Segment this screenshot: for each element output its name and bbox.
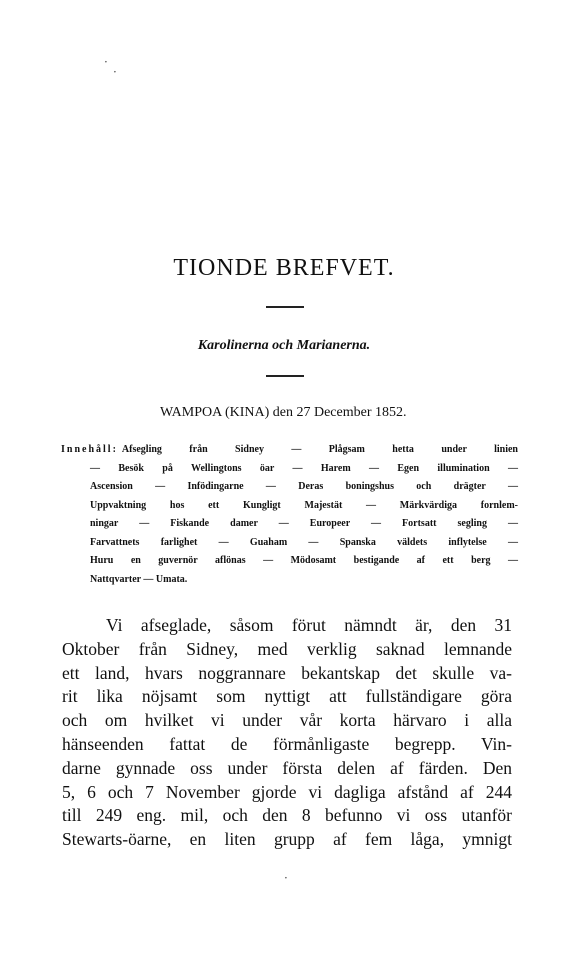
print-speck: · xyxy=(113,65,117,79)
summary-line: Huru en guvernör aflönas — Mödosamt bestigande af ett berg — xyxy=(90,555,518,566)
print-speck: · xyxy=(104,55,108,69)
summary-line: Ascension — Infödingarne — Deras boningshus och drägter — xyxy=(90,481,518,492)
chapter-title: TIONDE BREFVET. xyxy=(173,255,395,281)
title-rule xyxy=(266,306,304,308)
chapter-subtitle: Karolinerna och Marianerna. xyxy=(197,338,371,353)
body-line: och om hvilket vi under vår korta härvaro i alla xyxy=(62,710,512,731)
print-speck: · xyxy=(284,871,288,885)
body-line: Vi afseglade, såsom förut nämndt är, den 31 xyxy=(106,615,512,635)
summary-line: Farvattnets farlighet — Guaham — Spanska väldets inflytelse — xyxy=(90,536,518,548)
body-line: darne gynnade oss under första delen af färden. Den xyxy=(62,757,512,778)
body-line: Stewarts-öarne, en liten grupp af fem låga, ymnigt xyxy=(62,829,512,850)
summary-label: Innehåll: xyxy=(61,444,118,455)
subtitle-rule xyxy=(266,375,304,377)
body-line: Oktober från Sidney, med verklig saknad lemnande xyxy=(62,638,512,659)
body-line: rit lika nöjsamt som nyttigt att fullständigare göra xyxy=(62,686,512,707)
body-paragraph xyxy=(62,614,512,852)
dateline: WAMPOA (KINA) den 27 December 1852. xyxy=(160,405,407,420)
summary-line: ningar — Fiskande damer — Europeer — Fortsatt segling — xyxy=(90,518,518,529)
summary-text: Afsegling från Sidney — Plågsam hetta under linien xyxy=(121,444,518,455)
summary-line xyxy=(61,441,518,460)
body-line: ett land, hvars noggrannare bekantskap det skulle va- xyxy=(62,662,512,683)
chapter-summary xyxy=(61,441,518,589)
summary-line: Uppvaktning hos ett Kungligt Majestät — Märkvärdiga fornlem- xyxy=(90,499,518,511)
summary-line: — Besök på Wellingtons öar — Harem — Egen illumination — xyxy=(90,462,518,474)
body-line: hänseenden fattat de förmånligaste begrepp. Vin- xyxy=(62,733,512,754)
body-line: till 249 eng. mil, och den 8 befunno vi oss utanför xyxy=(62,805,512,826)
summary-line: Nattqvarter — Umata. xyxy=(90,573,188,585)
body-line: 5, 6 och 7 November gjorde vi dagliga afstånd af 244 xyxy=(62,781,512,802)
